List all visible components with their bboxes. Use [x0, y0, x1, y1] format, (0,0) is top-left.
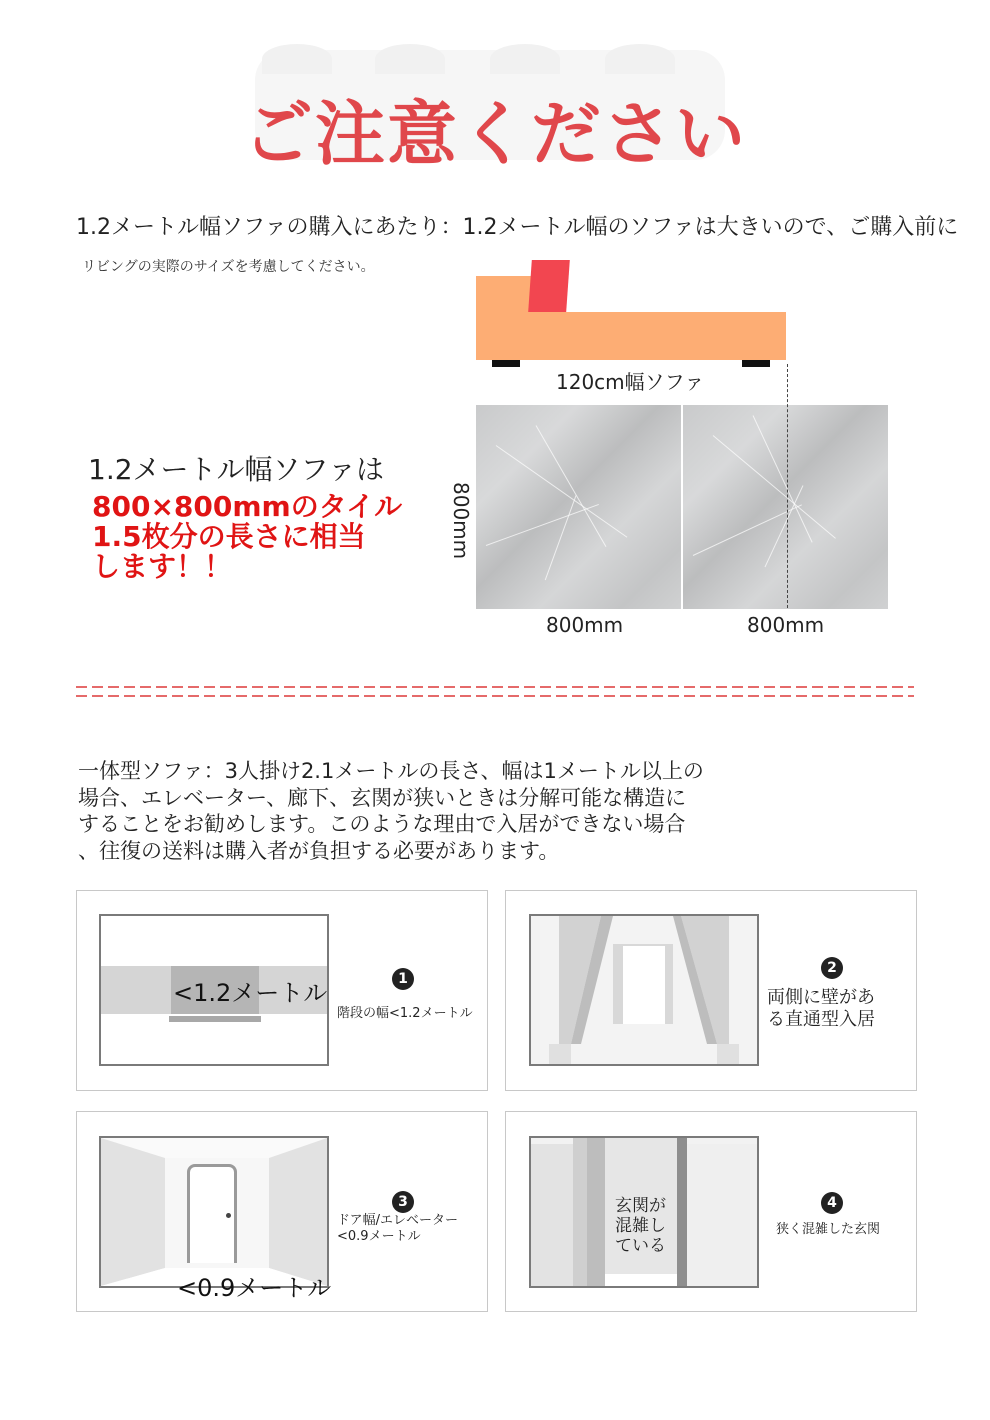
highlight-line-2: 1.5枚分の長さに相当 [92, 520, 366, 553]
page-title: ご注意ください [243, 93, 747, 175]
notice-paragraph [78, 758, 808, 864]
paragraph-line: することをお勧めします。このような理由で入居ができない場合 [78, 812, 686, 836]
sofa-top-back [476, 276, 528, 312]
case-card-3 [76, 1111, 488, 1312]
title-cloud-2 [375, 44, 445, 74]
case-4-image-label-line: 混雑し [615, 1216, 666, 1236]
sofa-headline: 1.2メートル幅ソファは [88, 453, 384, 486]
sofa-end-guide-line [787, 364, 788, 608]
tile-right [683, 405, 888, 609]
case-card-2 [505, 890, 917, 1091]
highlight-line-3: します！！ [92, 550, 233, 583]
case-3-number: 3 [392, 1191, 414, 1213]
door-icon [187, 1164, 237, 1263]
case-3-image [99, 1136, 329, 1288]
case-4-image-label-line: 玄関が [615, 1196, 666, 1216]
case-1-image-label: <1.2メートル [173, 979, 328, 1007]
paragraph-line: 、往復の送料は購入者が負担する必要があります。 [78, 838, 560, 863]
paragraph-line: 場合、エレベーター、廊下、玄関が狭いときは分解可能な構造に [78, 785, 687, 810]
corridor-icon [531, 916, 757, 1064]
case-2-caption [767, 987, 875, 1031]
door-knob [226, 1213, 231, 1218]
sofa-body [476, 312, 786, 360]
sofa-highlight [92, 492, 412, 582]
paragraph-line: 一体型ソファ：3人掛け2.1メートルの長さ、幅は1メートル以上の [78, 759, 704, 783]
highlight-line-1: 800×800mmのタイル [92, 490, 403, 523]
case-1-number: 1 [392, 968, 414, 990]
case-4-image-label [615, 1196, 666, 1256]
tile-height-label: 800mm [449, 482, 473, 560]
title-cloud-1 [262, 44, 332, 74]
case-2-image [529, 914, 759, 1066]
sofa-leg-left [492, 360, 520, 367]
sofa-leg-right [742, 360, 770, 367]
intro-line-2: リビングの実際のサイズを考慮してください。 [82, 259, 375, 275]
case-2-caption-line: る直通型入居 [767, 1009, 875, 1030]
case-3-caption-line: ドア幅/エレベーター [337, 1213, 458, 1228]
separator-line-bottom [76, 695, 914, 697]
tile-left [476, 405, 681, 609]
case-3-image-label: <0.9メートル [177, 1274, 332, 1302]
case-1-caption: 階段の幅<1.2メートル [337, 1006, 473, 1021]
tile-width-label-right: 800mm [747, 613, 825, 637]
tile-width-label-left: 800mm [546, 613, 624, 637]
case-card-1 [76, 890, 488, 1091]
sofa-illustration [476, 260, 788, 370]
title-cloud-3 [490, 44, 560, 74]
title-cloud-4 [605, 44, 675, 74]
separator-line-top [76, 686, 914, 688]
case-4-image-label-line: ている [615, 1236, 666, 1256]
stair-shadow [169, 1016, 261, 1022]
case-2-caption-line: 両側に壁があ [767, 987, 875, 1008]
case-3-caption [337, 1213, 458, 1245]
case-3-caption-line: <0.9メートル [337, 1229, 421, 1244]
case-4-caption: 狭く混雑した玄関 [776, 1222, 881, 1237]
case-4-number: 4 [821, 1192, 843, 1214]
case-card-4 [505, 1111, 917, 1312]
sofa-width-label: 120cm幅ソファ [556, 370, 705, 394]
intro-line-1: 1.2メートル幅ソファの購入にあたり：1.2メートル幅のソファは大きいので、ご購入前に [76, 215, 959, 240]
sofa-cushion [528, 260, 570, 312]
case-2-number: 2 [821, 957, 843, 979]
